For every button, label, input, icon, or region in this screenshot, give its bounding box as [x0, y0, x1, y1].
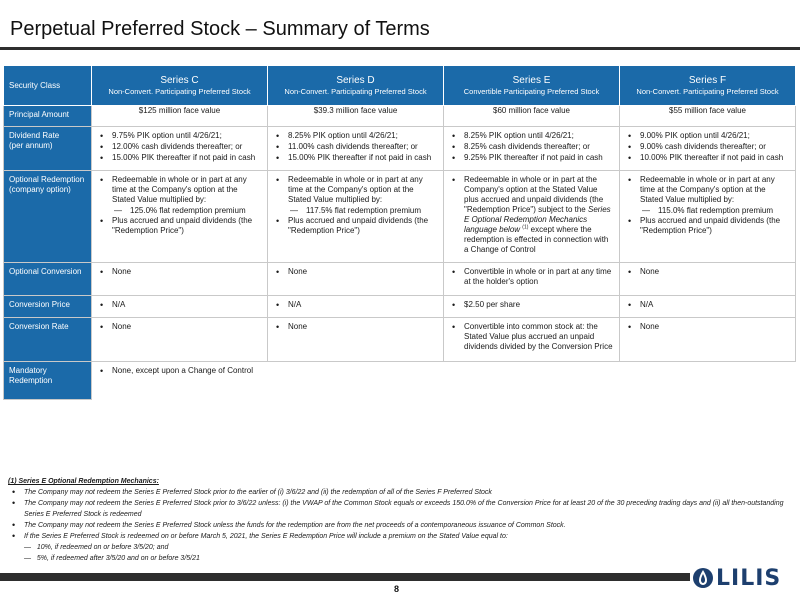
principal-c: $125 million face value [92, 106, 268, 127]
conversion-price-row [4, 296, 796, 318]
summary-of-terms-table [3, 65, 796, 400]
footnote-bullet: • The Company may not redeem the Series E Preferred Stock unless the funds for the redemption are from the net proceeds of a contemporaneous issuance of Common Stock. [8, 520, 792, 531]
conv-price-e: • $2.50 per share [444, 296, 620, 318]
series-f-header: Series F Non-Convert. Participating Preferred Stock [620, 66, 796, 106]
redemption-label: Optional Redemption (company option) [4, 171, 92, 263]
redemption-f: • Redeemable in whole or in part at any time at the Company's option at the Stated Value multiplied by: — 115.0% flat redemption premium • Plus accrued and unpaid dividends (the "Redemption Price") [620, 171, 796, 263]
conv-price-d: • N/A [268, 296, 444, 318]
dividend-c: • 9.75% PIK option until 4/26/21; • 12.00% cash dividends thereafter; or • 15.00% PIK thereafter if not paid in cash [92, 127, 268, 171]
footnote-dash: — 10%, if redeemed on or before 3/5/20; and [24, 544, 169, 551]
conversion-c: • None [92, 263, 268, 296]
mandatory-value: • None, except upon a Change of Control [92, 362, 796, 400]
series-c-header: Series C Non-Convert. Participating Preferred Stock [92, 66, 268, 106]
conversion-f: • None [620, 263, 796, 296]
footer-bar [0, 573, 690, 581]
footnote-dash: — 5%, if redeemed after 3/5/20 and on or before 3/5/21 [24, 555, 200, 562]
conv-price-c: • N/A [92, 296, 268, 318]
footnote-bullet: • The Company may not redeem the Series E Preferred Stock prior to 3/6/22 unless: (i) the VWAP of the Common Stock equals or exceeds 150.0% of the Conversion Price for at least 20 of the 30 preceding trading days and (ii) all then-outstanding Series E Preferred Stock is redeemed [8, 498, 792, 520]
company-logo [690, 562, 800, 594]
conversion-rate-label: Conversion Rate [4, 318, 92, 362]
principal-e: $60 million face value [444, 106, 620, 127]
conversion-price-label: Conversion Price [4, 296, 92, 318]
footnote-bullet: • The Company may not redeem the Series E Preferred Stock prior to the earlier of (i) 3/6/22 and (ii) the redemption of all of the Series F Preferred Stock [8, 487, 792, 498]
redemption-e: • Redeemable in whole or in part at the Company's option at the Stated Value plus accrued and unpaid dividends (the "Redemption Price") subject to the Series E Optional Redemption Mechanics language below $^{(1)}$ except where the redemption is effected in connection with a Change of Control [444, 171, 620, 263]
page-number: 8 [394, 584, 400, 594]
dividend-row [4, 127, 796, 171]
page-title: Perpetual Preferred Stock – Summary of Terms [10, 18, 430, 40]
redemption-row [4, 171, 796, 263]
conversion-rate-row [4, 318, 796, 362]
footnote [8, 476, 792, 564]
drop-icon [692, 566, 714, 590]
series-e-header: Series E Convertible Participating Preferred Stock [444, 66, 620, 106]
conv-price-f: • N/A [620, 296, 796, 318]
redemption-d: • Redeemable in whole or in part at any time at the Company's option at the Stated Value multiplied by: — 117.5% flat redemption premium • Plus accrued and unpaid dividends (the "Redemption Price") [268, 171, 444, 263]
dividend-f: • 9.00% PIK option until 4/26/21; • 9.00% cash dividends thereafter; or • 10.00% PIK thereafter if not paid in cash [620, 127, 796, 171]
principal-d: $39.3 million face value [268, 106, 444, 127]
conversion-d: • None [268, 263, 444, 296]
security-class-label: Security Class [4, 66, 92, 106]
conv-rate-f: • None [620, 318, 796, 362]
series-d-header: Series D Non-Convert. Participating Preferred Stock [268, 66, 444, 106]
conv-rate-e: • Convertible into common stock at: the Stated Value plus accrued an unpaid dividends divided by the Conversion Price [444, 318, 620, 362]
header-row [4, 66, 796, 106]
redemption-c: • Redeemable in whole or in part at any time at the Company's option at the Stated Value multiplied by: — 125.0% flat redemption premium • Plus accrued and unpaid dividends (the "Redemption Price") [92, 171, 268, 263]
dividend-e: • 8.25% PIK option until 4/26/21; • 8.25% cash dividends thereafter; or • 9.25% PIK thereafter if not paid in cash [444, 127, 620, 171]
footnote-title: (1) Series E Optional Redemption Mechanics: [8, 478, 159, 485]
title-divider [0, 47, 800, 50]
conv-rate-c: • None [92, 318, 268, 362]
conversion-row [4, 263, 796, 296]
mandatory-label: Mandatory Redemption [4, 362, 92, 400]
principal-f: $55 million face value [620, 106, 796, 127]
logo-wordmark: LILIS [716, 566, 782, 591]
principal-row [4, 106, 796, 127]
conversion-e: • Convertible in whole or in part at any time at the holder's option [444, 263, 620, 296]
principal-label: Principal Amount [4, 106, 92, 127]
footnote-bullet: • If the Series E Preferred Stock is redeemed on or before March 5, 2021, the Series E Redemption Price will include a premium on the Stated Value equal to: [8, 531, 792, 542]
dividend-label: Dividend Rate (per annum) [4, 127, 92, 171]
conv-rate-d: • None [268, 318, 444, 362]
mandatory-row [4, 362, 796, 400]
dividend-d: • 8.25% PIK option until 4/26/21; • 11.00% cash dividends thereafter; or • 15.00% PIK thereafter if not paid in cash [268, 127, 444, 171]
conversion-label: Optional Conversion [4, 263, 92, 296]
